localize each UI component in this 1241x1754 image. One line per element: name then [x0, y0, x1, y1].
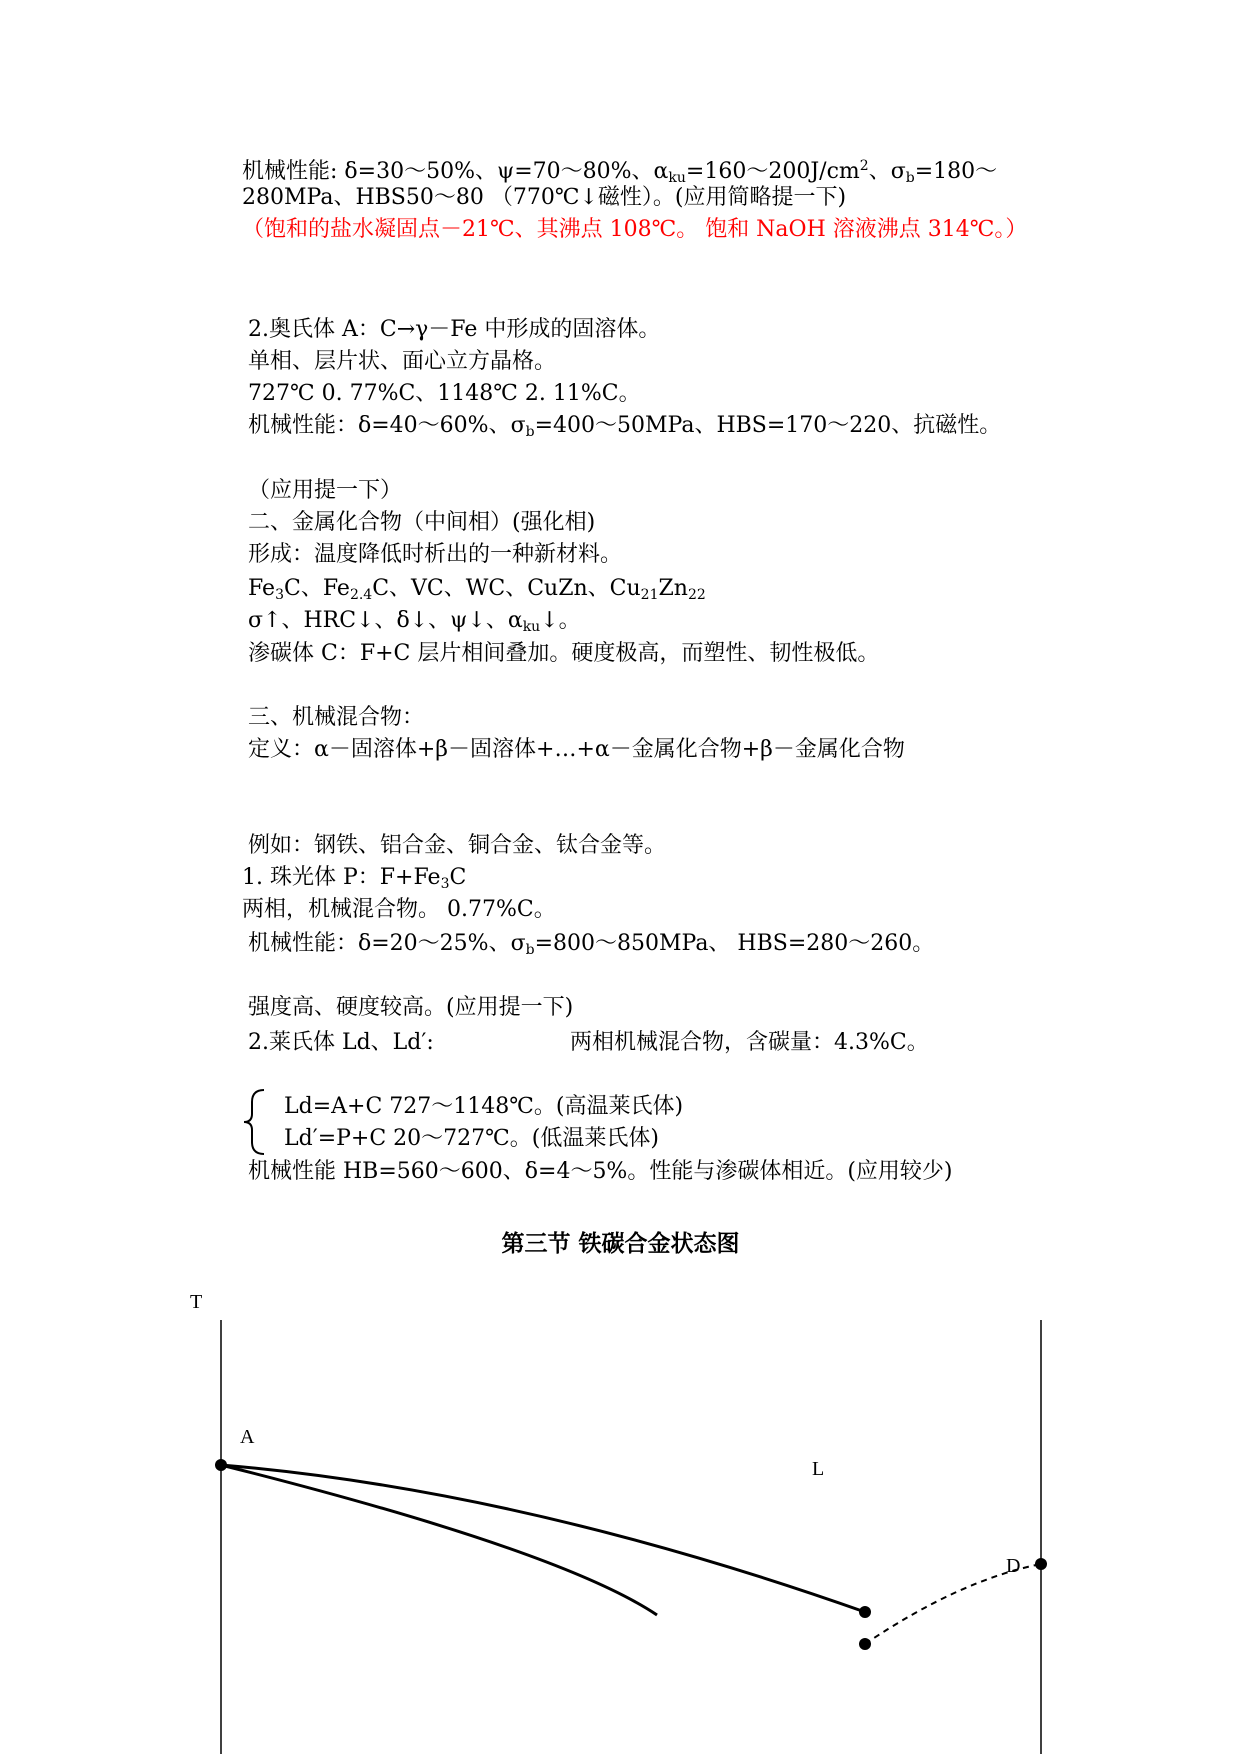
formula-line: $Fe_3C$、$Fe_{2.4}C$、VC、WC、CuZn、$Cu_{21}Zn_{22}$: [248, 576, 706, 603]
text-line: 机械性能: δ=30～50%、ψ=70～80%、$\alpha_{ku}=160\sim 200J/cm^2$、$\sigma_b=180\sim$: [242, 158, 998, 186]
axis-label-t: T: [190, 1291, 203, 1313]
text-line: 280MPa、HBS50～80 （770℃↓磁性）。(应用简略提一下): [242, 185, 847, 210]
point-c-lower: [859, 1638, 871, 1650]
label-a: A: [240, 1426, 255, 1448]
text-line: σ↑、HRC↓、δ↓、ψ↓、$\alpha_{ku}↓$。: [248, 608, 581, 635]
liquidus-curve: [221, 1465, 865, 1612]
text-line: Ld=A+C 727～1148℃。(高温莱氏体): [284, 1094, 684, 1119]
solidus-curve: [221, 1465, 657, 1615]
text-line: 727℃ 0. 77%C、1148℃ 2. 11%C。: [248, 381, 641, 406]
text-line: 两相机械混合物，含碳量：4.3%C。: [570, 1030, 929, 1055]
text-line: 强度高、硬度较高。(应用提一下): [248, 995, 574, 1020]
text-line: 2.莱氏体 Ld、Ld′:: [248, 1030, 434, 1055]
section-heading: 二、金属化合物（中间相）(强化相): [248, 510, 596, 535]
text-line: 例如：钢铁、铝合金、铜合金、钛合金等。: [248, 833, 667, 858]
text-line: 2.奥氏体 A：C→γ－Fe 中形成的固溶体。: [248, 317, 661, 342]
text-line: 两相，机械混合物。 0.77%C。: [242, 897, 556, 922]
text-line-red-note: （饱和的盐水凝固点－21℃、其沸点 108℃。 饱和 NaOH 溶液沸点 314℃。）: [242, 217, 1028, 242]
point-a: [215, 1459, 227, 1471]
point-c-upper: [859, 1606, 871, 1618]
text-line: 机械性能 HB=560～600、δ=4～5%。性能与渗碳体相近。(应用较少): [248, 1159, 953, 1184]
label-d: D: [1006, 1555, 1021, 1577]
section-heading: 三、机械混合物：: [248, 705, 425, 730]
iron-carbon-diagram: [0, 1280, 1241, 1754]
brace-icon: [240, 1086, 268, 1158]
text-line: （应用提一下）: [248, 478, 403, 503]
text-line: 定义：α－固溶体+β－固溶体+…+α－金属化合物+β－金属化合物: [248, 737, 905, 762]
text-line: 机械性能：δ=40～60%、$\sigma_b=400\sim 50MPa$、HBS=170～220、抗磁性。: [248, 413, 1002, 440]
text-line: 机械性能：δ=20～25%、$\sigma_b=800\sim 850MPa$、 HBS=280～260。: [248, 931, 935, 958]
point-d: [1035, 1558, 1047, 1570]
text-line: 单相、层片状、面心立方晶格。: [248, 349, 557, 374]
section-title: 第三节 铁碳合金状态图: [501, 1231, 740, 1257]
text-line: Ld′=P+C 20～727℃。(低温莱氏体): [284, 1126, 659, 1151]
label-l: L: [812, 1458, 825, 1480]
text-line: 1. 珠光体 P：$F+Fe_3C$: [242, 865, 467, 892]
text-line: 渗碳体 C：F+C 层片相间叠加。硬度极高，而塑性、韧性极低。: [248, 641, 880, 666]
text-line: 形成：温度降低时析出的一种新材料。: [248, 542, 623, 567]
